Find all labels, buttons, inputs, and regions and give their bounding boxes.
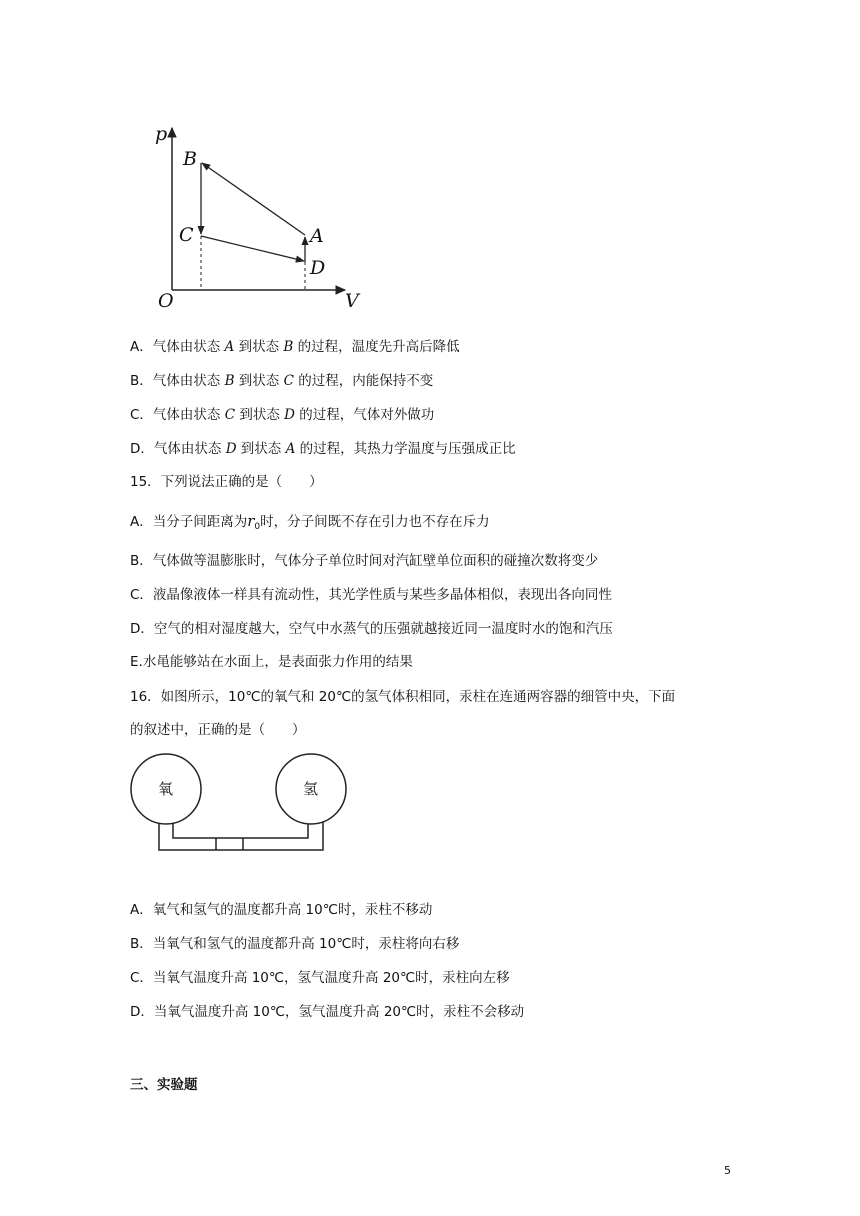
q15-option-a: A．当分子间距离为$r_0$时，分子间既不存在引力也不存在斥力 [130,512,490,532]
q15-option-b: B．气体做等温膨胀时，气体分子单位时间对汽缸壁单位面积的碰撞次数将变少 [130,553,599,569]
q16-option-a: A．氧气和氢气的温度都升高 10℃时，汞柱不移动 [130,902,433,918]
q14-option-c: C．气体由状态 C 到状态 D 的过程，气体对外做功 [130,407,435,423]
tube-inner [173,821,308,838]
label-a: A [310,225,324,247]
q15-option-c: C．液晶像液体一样具有流动性，其光学性质与某些多晶体相似，表现出各向同性 [130,587,612,603]
q16-stem-line2: 的叙述中，正确的是（ ） [130,722,306,738]
label-p: p [155,123,168,145]
gas-containers-diagram [0,750,860,870]
hydrogen-label: 氢 [303,780,319,798]
page-number: 5 [724,1164,731,1177]
label-o: O [158,290,174,312]
q15-stem: 15．下列说法正确的是（ ） [130,474,323,490]
q15-option-d: D．空气的相对湿度越大，空气中水蒸气的压强就越接近同一温度时水的饱和汽压 [130,621,613,637]
path-c-to-d [201,236,304,261]
q16-option-d: D．当氧气温度升高 10℃，氢气温度升高 20℃时，汞柱不会移动 [130,1004,525,1020]
q14-option-b: B．气体由状态 B 到状态 C 的过程，内能保持不变 [130,373,434,389]
oxygen-label: 氧 [158,780,174,798]
label-d: D [310,257,326,279]
q15-option-e: E.水黾能够站在水面上，是表面张力作用的结果 [130,654,413,670]
pv-graph [0,0,860,320]
label-c: C [179,224,194,246]
q16-option-c: C．当氧气温度升高 10℃，氢气温度升高 20℃时，汞柱向左移 [130,970,510,986]
label-b: B [183,148,197,170]
label-v: V [345,290,359,312]
q14-option-a: A．气体由状态 A 到状态 B 的过程，温度先升高后降低 [130,339,460,355]
section-title: 三、实验题 [130,1077,198,1093]
q16-option-b: B．当氧气和氢气的温度都升高 10℃时，汞柱将向右移 [130,936,460,952]
path-a-to-b [202,163,305,235]
q16-stem-line1: 16．如图所示，10℃的氧气和 20℃的氢气体积相同，汞柱在连通两容器的细管中央，下面 [130,689,676,705]
q14-option-d: D．气体由状态 D 到状态 A 的过程，其热力学温度与压强成正比 [130,441,516,457]
